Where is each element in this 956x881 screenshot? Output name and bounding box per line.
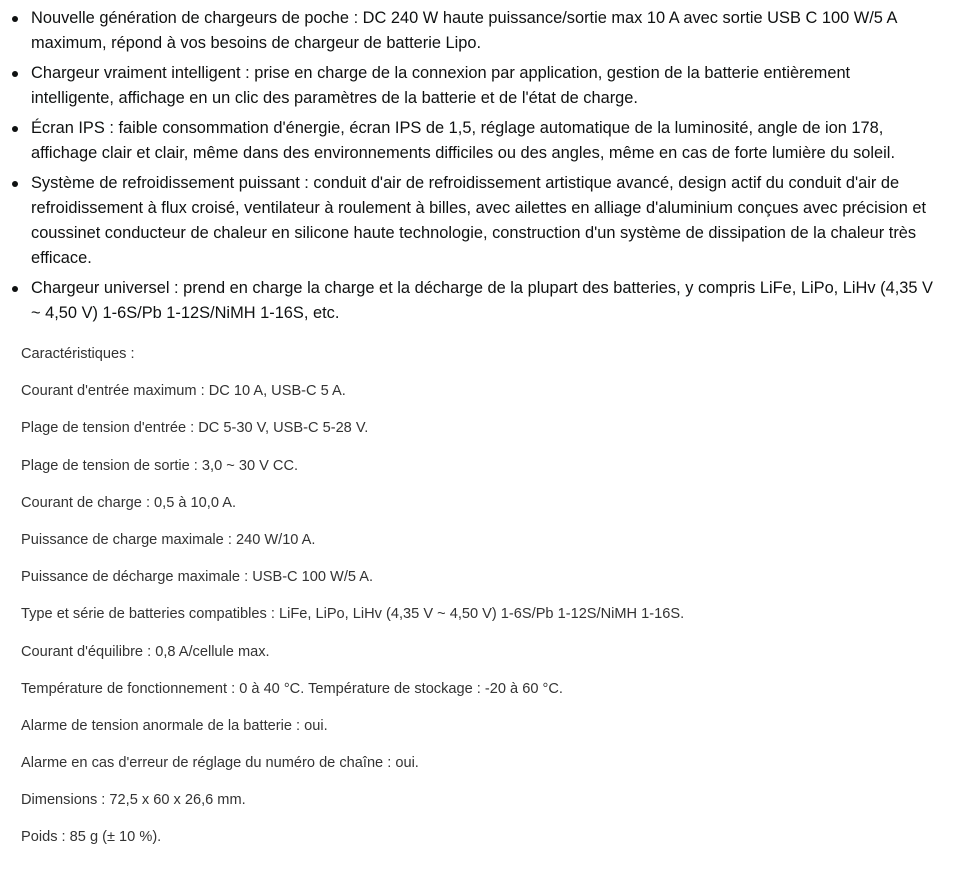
- bullet-dot-icon: [12, 71, 18, 77]
- feature-bullet-text: Système de refroidissement puissant : conduit d'air de refroidissement artistique avancé, design actif du conduit d'air de refroidissement à flux croisé, ventilateur à roulement à billes, avec ailettes en alliage d'aluminium conçues avec précision et coussinet conducteur de chaleur en silicone haute technologie, construction d'un système de dissipation de la chaleur très efficace.: [31, 174, 927, 267]
- feature-bullet-text: Écran IPS : faible consommation d'énergie, écran IPS de 1,5, réglage automatique de la luminosité, angle de ion 178, affichage clair et clair, même dans des environnements difficiles ou des angles, même en cas de forte lumière du soleil.: [31, 119, 895, 162]
- feature-bullet-text: Chargeur vraiment intelligent : prise en charge de la connexion par application, gestion de la batterie entièrement intelligente, affichage en un clic des paramètres de la batterie et de l'état de charge.: [31, 64, 851, 107]
- spec-line: Puissance de charge maximale : 240 W/10 A.: [21, 531, 316, 548]
- bullet-dot-icon: [12, 286, 18, 292]
- spec-line: Poids : 85 g (± 10 %).: [21, 829, 162, 846]
- feature-bullet-text: Chargeur universel : prend en charge la charge et la décharge de la plupart des batteries, y compris LiFe, LiPo, LiHv (4,35 V ~ 4,50 V) 1-6S/Pb 1-12S/NiMH 1-16S, etc.: [31, 279, 933, 322]
- feature-bullet: [0, 116, 936, 166]
- feature-bullet-list: [0, 0, 956, 326]
- spec-line: Dimensions : 72,5 x 60 x 26,6 mm.: [21, 792, 246, 809]
- spec-line: Type et série de batteries compatibles : LiFe, LiPo, LiHv (4,35 V ~ 4,50 V) 1-6S/Pb 1-12S/NiMH 1-16S.: [21, 606, 685, 623]
- specifications-heading: Caractéristiques :: [21, 346, 135, 362]
- spec-line: Courant d'entrée maximum : DC 10 A, USB-C 5 A.: [21, 383, 346, 400]
- feature-bullet: [0, 276, 936, 326]
- bullet-dot-icon: [12, 16, 18, 22]
- spec-line: Alarme en cas d'erreur de réglage du numéro de chaîne : oui.: [21, 755, 419, 772]
- specifications-section: [0, 344, 956, 865]
- spec-line: Courant de charge : 0,5 à 10,0 A.: [21, 494, 237, 511]
- spec-line: Plage de tension d'entrée : DC 5-30 V, USB-C 5-28 V.: [21, 420, 369, 437]
- spec-line: Alarme de tension anormale de la batterie : oui.: [21, 717, 328, 734]
- spec-line: Courant d'équilibre : 0,8 A/cellule max.: [21, 643, 270, 660]
- feature-bullet: [0, 6, 936, 56]
- bullet-dot-icon: [12, 126, 18, 132]
- feature-bullet-text: Nouvelle génération de chargeurs de poche : DC 240 W haute puissance/sortie max 10 A avec sortie USB C 100 W/5 A maximum, répond à vos besoins de chargeur de batterie Lipo.: [31, 9, 897, 52]
- feature-bullet: [0, 171, 936, 271]
- bullet-dot-icon: [12, 181, 18, 187]
- spec-line: Température de fonctionnement : 0 à 40 °C. Température de stockage : -20 à 60 °C.: [21, 680, 563, 697]
- spec-line: Puissance de décharge maximale : USB-C 100 W/5 A.: [21, 569, 374, 586]
- feature-bullet: [0, 61, 936, 111]
- spec-line: Plage de tension de sortie : 3,0 ~ 30 V CC.: [21, 457, 299, 474]
